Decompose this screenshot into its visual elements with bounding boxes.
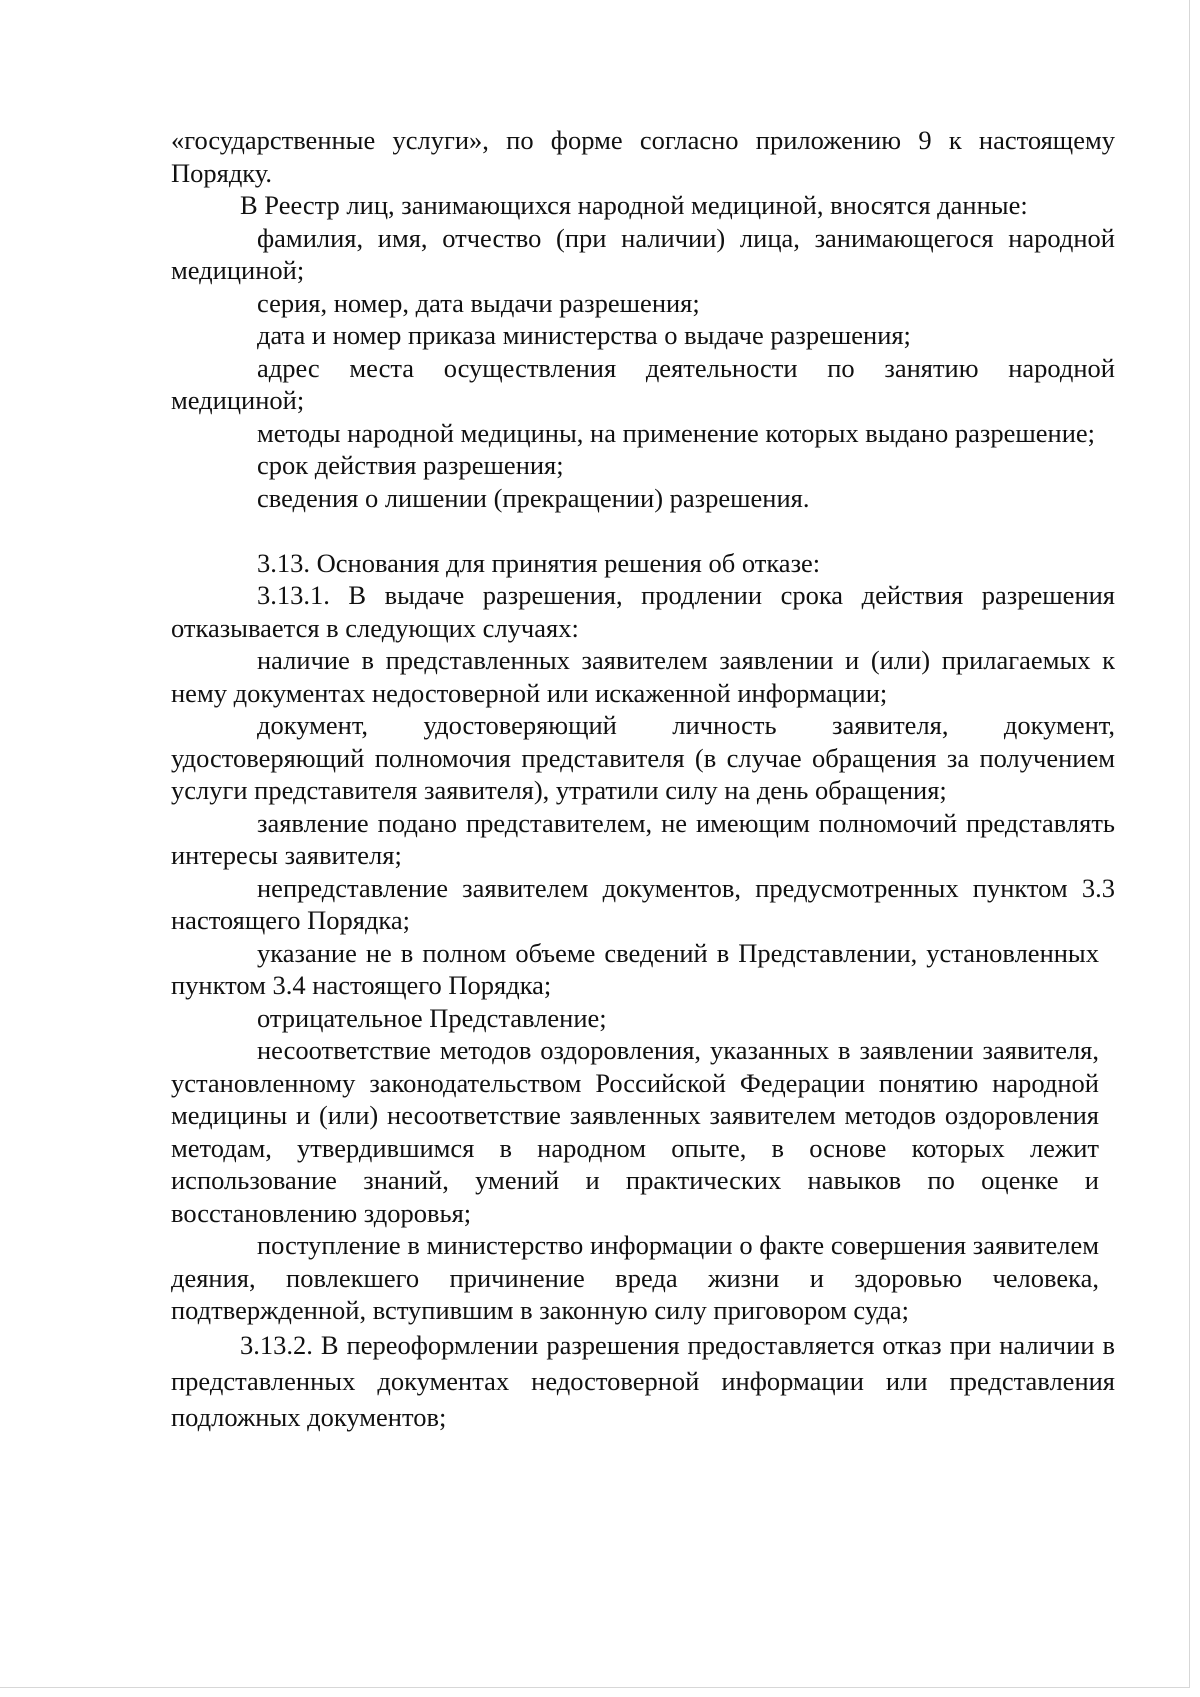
list-item-expired-documents: документ, удостоверяющий личность заявителя, документ, удостоверяющий полномочия представителя (в случае обращения за получением услуги представителя заявителя), утратили силу на день обращения;	[171, 710, 1115, 805]
paragraph-3-13-2: 3.13.2. В переоформлении разрешения предоставляется отказ при наличии в представленных документах недостоверной информации или представления подложных документов;	[171, 1329, 1115, 1432]
list-item-activity-address: адрес места осуществления деятельности по занятию народной медициной;	[171, 352, 1115, 415]
list-item-negative-representation: отрицательное Представление;	[257, 1002, 607, 1033]
paragraph-spacer	[171, 514, 1115, 547]
list-item-missing-documents: непредставление заявителем документов, предусмотренных пунктом 3.3 настоящего Порядка;	[171, 872, 1115, 935]
list-item-validity: срок действия разрешения;	[257, 450, 564, 480]
section-heading-3-13: 3.13. Основания для принятия решения об отказе:	[257, 547, 821, 578]
paragraph-form-reference: «государственные услуги», по форме согласно приложению 9 к настоящему Порядку.	[171, 125, 1115, 188]
list-item-no-authority: заявление подано представителем, не имеющим полномочий представлять интересы заявителя;	[171, 807, 1115, 870]
paragraph-registry-intro: В Реестр лиц, занимающихся народной медициной, вносятся данные:	[240, 190, 1028, 220]
document-body	[171, 124, 1115, 1435]
list-item-permit-number: серия, номер, дата выдачи разрешения;	[257, 287, 700, 318]
list-item-full-name: фамилия, имя, отчество (при наличии) лица, занимающегося народной медициной;	[171, 222, 1115, 285]
list-item-incomplete-info: указание не в полном объеме сведений в Представлении, установленных пунктом 3.4 настоящего Порядка;	[171, 937, 1099, 1000]
list-item-harm-conviction: поступление в министерство информации о факте совершения заявителем деяния, повлекшего причинение вреда жизни и здоровью человека, подтвержденной, вступившим в законную силу приговором суда;	[171, 1230, 1099, 1325]
list-item-order-date: дата и номер приказа министерства о выдаче разрешения;	[257, 320, 911, 350]
list-item-methods: методы народной медицины, на применение которых выдано разрешение;	[257, 417, 1096, 448]
list-item-methods-mismatch: несоответствие методов оздоровления, указанных в заявлении заявителя, установленному законодательством Российской Федерации понятию народной медицины и (или) несоответствие заявленных заявителем методов оздоровления методам, утвердившимся в народном опыте, в основе которых лежит использование знаний, умений и практических навыков по оценке и восстановлению здоровья;	[171, 1035, 1099, 1228]
list-item-revocation: сведения о лишении (прекращении) разрешения.	[257, 482, 810, 513]
paragraph-3-13-1: 3.13.1. В выдаче разрешения, продлении срока действия разрешения отказывается в следующих случаях:	[171, 580, 1115, 643]
list-item-false-info: наличие в представленных заявителем заявлении и (или) прилагаемых к нему документах недостоверной или искаженной информации;	[171, 645, 1115, 708]
